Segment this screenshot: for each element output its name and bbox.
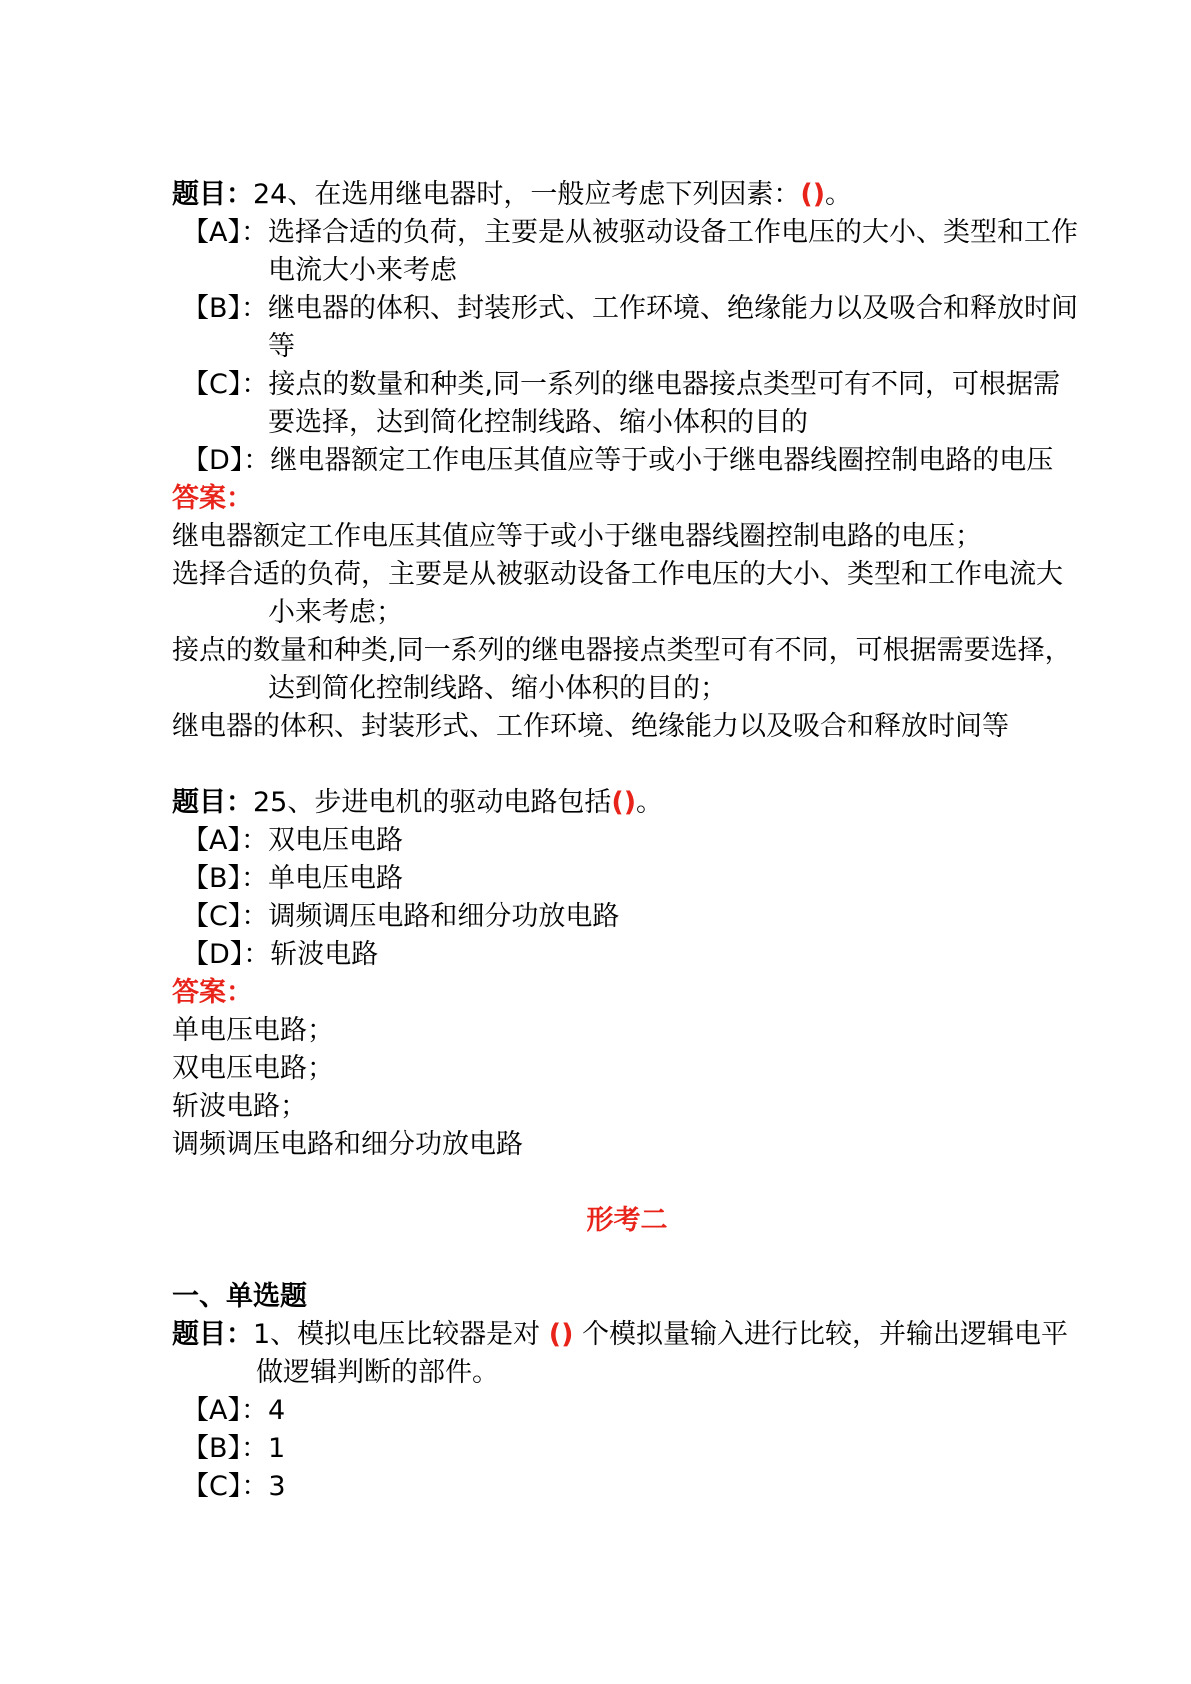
option-text: 调频调压电路和细分功放电路 bbox=[268, 901, 620, 932]
spacer bbox=[172, 1240, 1082, 1278]
answer-blank: () bbox=[611, 787, 637, 818]
option-c bbox=[172, 1468, 1082, 1506]
answer-line: 双电压电路； bbox=[172, 1053, 334, 1084]
answer-line: 调频调压电路和细分功放电路 bbox=[172, 1129, 523, 1160]
option-tag: 【B】： bbox=[182, 1433, 269, 1464]
answer-line: 继电器额定工作电压其值应等于或小于继电器线圈控制电路的电压； bbox=[172, 521, 982, 552]
option-d bbox=[172, 442, 1082, 480]
document-content bbox=[172, 176, 1082, 1506]
option-text: 单电压电路 bbox=[268, 863, 404, 894]
question-1 bbox=[172, 1316, 1082, 1506]
option-d bbox=[172, 936, 1082, 974]
option-text: 继电器的体积、封装形式、工作环境、绝缘能力以及吸合和释放时间等 bbox=[268, 293, 1079, 362]
question-rest: 个模拟量输入进行比较，并输出逻辑电平做逻辑判断的部件。 bbox=[256, 1319, 1069, 1388]
option-c bbox=[172, 366, 1082, 442]
answer-line: 斩波电路； bbox=[172, 1091, 307, 1122]
option-a bbox=[172, 822, 1082, 860]
answer-label: 答案： bbox=[172, 483, 253, 514]
option-tag: 【D】： bbox=[182, 445, 271, 476]
option-tag: 【D】： bbox=[182, 939, 271, 970]
option-b bbox=[172, 860, 1082, 898]
answer-line: 接点的数量和种类,同一系列的继电器接点类型可有不同，可根据需要选择，达到简化控制线路、缩小体积的目的； bbox=[172, 635, 1072, 704]
question-label: 题目： bbox=[172, 1319, 253, 1350]
option-b bbox=[172, 1430, 1082, 1468]
question-text: 24、在选用继电器时，一般应考虑下列因素： bbox=[253, 179, 801, 210]
option-b bbox=[172, 290, 1082, 366]
question-24 bbox=[172, 176, 1082, 746]
answer-line: 选择合适的负荷，主要是从被驱动设备工作电压的大小、类型和工作电流大小来考虑； bbox=[172, 559, 1063, 628]
answer-line: 继电器的体积、封装形式、工作环境、绝缘能力以及吸合和释放时间等 bbox=[172, 711, 1009, 742]
question-25 bbox=[172, 784, 1082, 1164]
option-text: 4 bbox=[267, 1395, 286, 1426]
option-tag: 【B】： bbox=[182, 863, 269, 894]
question-text: 25、步进电机的驱动电路包括 bbox=[253, 787, 612, 818]
option-tag: 【A】： bbox=[182, 1395, 268, 1426]
answer-blank: () bbox=[800, 179, 826, 210]
question-text: 1、模拟电压比较器是对 bbox=[253, 1319, 541, 1350]
section-subheading: 一、单选题 bbox=[172, 1281, 307, 1312]
question-stem bbox=[172, 1316, 1082, 1392]
question-stem bbox=[172, 176, 1082, 214]
spacer bbox=[172, 1164, 1082, 1202]
option-text: 接点的数量和种类,同一系列的继电器接点类型可有不同，可根据需要选择，达到简化控制线路、缩小体积的目的 bbox=[268, 369, 1060, 438]
question-label: 题目： bbox=[172, 787, 253, 818]
answer-line: 单电压电路； bbox=[172, 1015, 334, 1046]
option-tag: 【C】： bbox=[182, 369, 269, 400]
question-end: 。 bbox=[636, 787, 664, 818]
option-text: 选择合适的负荷，主要是从被驱动设备工作电压的大小、类型和工作电流大小来考虑 bbox=[267, 217, 1078, 286]
question-end: 。 bbox=[825, 179, 853, 210]
answer-label: 答案： bbox=[172, 977, 253, 1008]
option-c bbox=[172, 898, 1082, 936]
option-text: 双电压电路 bbox=[267, 825, 403, 856]
answer-blank: () bbox=[548, 1319, 574, 1350]
option-tag: 【A】： bbox=[182, 217, 268, 248]
spacer bbox=[172, 746, 1082, 784]
section-title: 形考二 bbox=[586, 1205, 668, 1236]
option-text: 继电器额定工作电压其值应等于或小于继电器线圈控制电路的电压 bbox=[270, 445, 1054, 476]
question-stem bbox=[172, 784, 1082, 822]
option-text: 1 bbox=[268, 1433, 286, 1464]
option-text: 斩波电路 bbox=[270, 939, 379, 970]
option-tag: 【B】： bbox=[182, 293, 269, 324]
option-tag: 【C】： bbox=[182, 1471, 269, 1502]
option-tag: 【C】： bbox=[182, 901, 269, 932]
option-a bbox=[172, 1392, 1082, 1430]
question-label: 题目： bbox=[172, 179, 253, 210]
option-text: 3 bbox=[268, 1471, 286, 1502]
option-tag: 【A】： bbox=[182, 825, 268, 856]
option-a bbox=[172, 214, 1082, 290]
